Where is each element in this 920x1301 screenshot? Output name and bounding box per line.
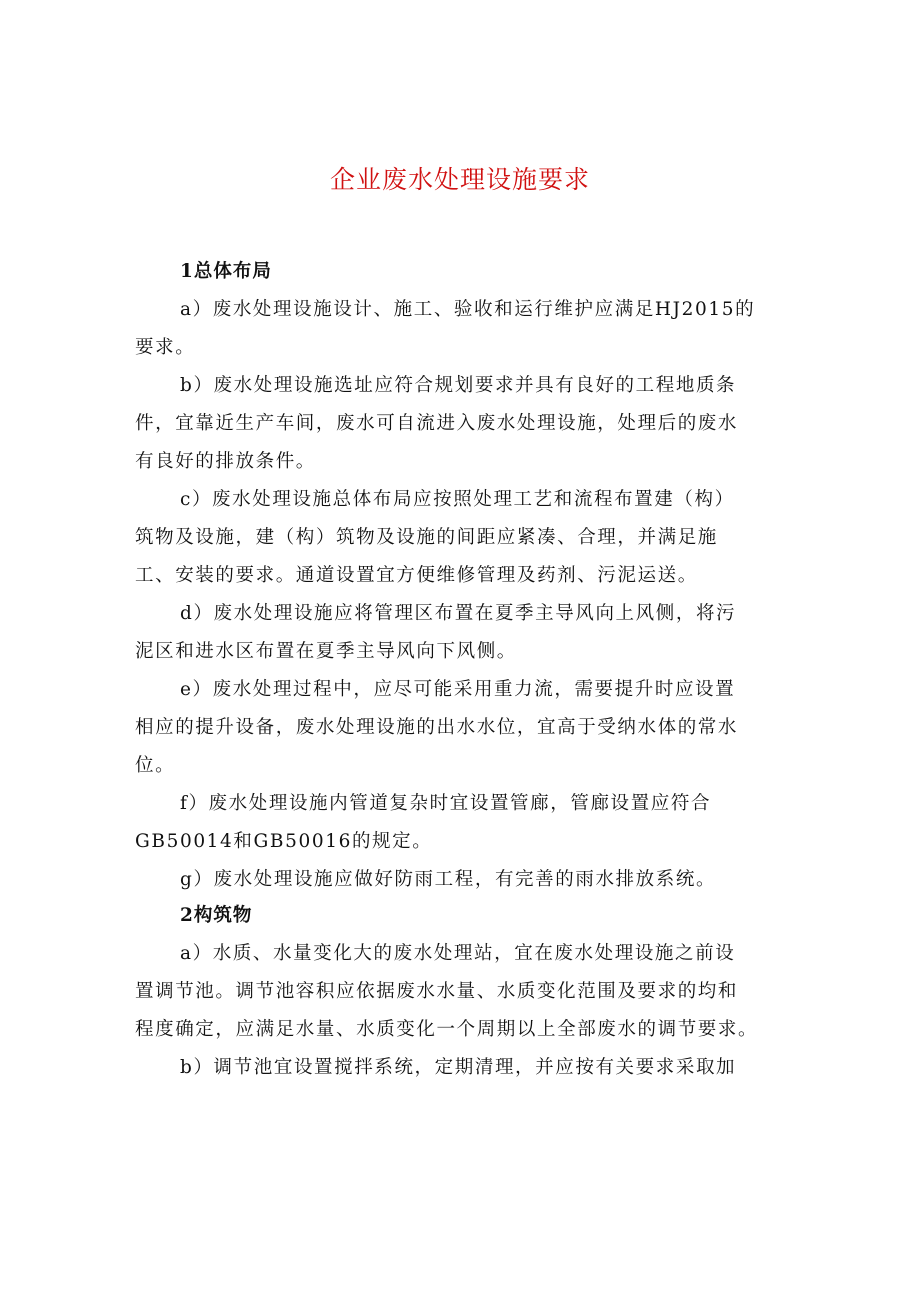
section-heading-2: 2构筑物: [180, 905, 253, 926]
paragraph-line: b）调节池宜设置搅拌系统，定期清理，并应按有关要求采取加: [180, 1057, 737, 1078]
paragraph-line: b）废水处理设施选址应符合规划要求并具有良好的工程地质条: [180, 375, 737, 396]
paragraph-line: 有良好的排放条件。: [135, 451, 316, 472]
paragraph-line: e）废水处理过程中，应尽可能采用重力流，需要提升时应设置: [180, 679, 736, 700]
paragraph-line: c）废水处理设施总体布局应按照处理工艺和流程布置建（构）: [180, 489, 735, 510]
paragraph-line: 程度确定，应满足水量、水质变化一个周期以上全部废水的调节要求。: [135, 1019, 759, 1040]
paragraph-line: 相应的提升设备，废水处理设施的出水水位，宜高于受纳水体的常水: [135, 717, 739, 738]
page-title: 企业废水处理设施要求: [329, 165, 590, 194]
paragraph-line: 置调节池。调节池容积应依据废水水量、水质变化范围及要求的均和: [135, 981, 739, 1002]
paragraph-line: 件，宜靠近生产车间，废水可自流进入废水处理设施，处理后的废水: [135, 413, 739, 434]
paragraph-line: 泥区和进水区布置在夏季主导风向下风侧。: [135, 641, 517, 662]
paragraph-line: d）废水处理设施应将管理区布置在夏季主导风向上风侧，将污: [180, 603, 737, 624]
paragraph-line: 筑物及设施，建（构）筑物及设施的间距应紧凑、合理，并满足施: [135, 527, 718, 548]
paragraph-line: 工、安装的要求。通道设置宜方便维修管理及药剂、污泥运送。: [135, 565, 698, 586]
paragraph-line: g）废水处理设施应做好防雨工程，有完善的雨水排放系统。: [180, 869, 717, 890]
paragraph-line: a）水质、水量变化大的废水处理站，宜在废水处理设施之前设: [180, 943, 736, 964]
paragraph-line: GB50014和GB50016的规定。: [135, 831, 433, 852]
paragraph-line: a）废水处理设施设计、施工、验收和运行维护应满足HJ2015的: [180, 299, 756, 320]
section-heading-1: 1总体布局: [180, 261, 272, 282]
paragraph-line: f）废水处理设施内管道复杂时宜设置管廊，管廊设置应符合: [180, 793, 712, 814]
paragraph-line: 要求。: [135, 337, 196, 358]
paragraph-line: 位。: [135, 755, 176, 776]
